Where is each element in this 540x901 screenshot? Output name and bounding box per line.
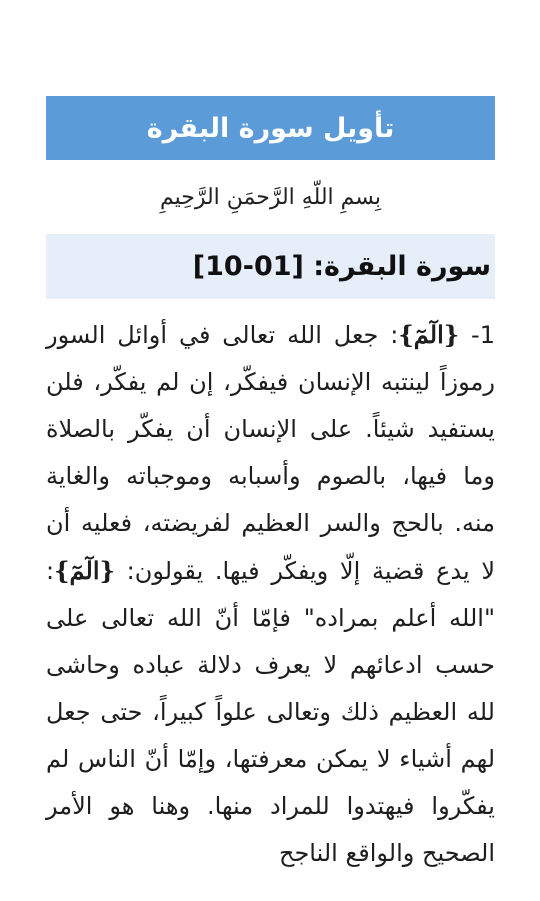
basmala bbox=[46, 160, 495, 234]
document-page bbox=[46, 96, 495, 901]
commentary-paragraph bbox=[46, 311, 495, 877]
verse-reference: {الٓمٓ} bbox=[54, 556, 115, 585]
paragraph-text: : "الله أعلم بمراده" فإمّا أنّ الله تعالى على حسب ادعائهم لا يعرف دلالة عباده وحاشى لله العظيم ذلك وتعالى علواً كبيراً، حتى جعل لهم أشياء لا يمكن معرفتها، وإمّا أنّ الناس لم يفكّروا فيهتدوا للمراد منها. وهنا هو الأمر الصحيح والواقع الناجح bbox=[46, 557, 495, 867]
section-heading bbox=[46, 234, 495, 299]
paragraph-text: : جعل الله تعالى في أوائل السور رموزاً لينتبه الإنسان فيفكّر، إن لم يفكّر، فلن يستفيد شيئاً. على الإنسان أن يفكّر بالصلاة وما فيها، بالصوم وأسبابه وموجباته والغاية منه. بالحج والسر العظيم لفريضته، فعليه أن لا يدع قضية إلّا ويفكّر فيها. يقولون: bbox=[46, 321, 495, 585]
basmala-text: بِسمِ اللّهِ الرَّحمَنِ الرَّحِيمِ bbox=[159, 184, 382, 210]
section-heading-text: سورة البقرة: [01-10] bbox=[192, 251, 491, 282]
paragraph-number: 1- bbox=[459, 321, 496, 349]
verse-reference: {الٓمٓ} bbox=[398, 320, 460, 349]
document-title-bar bbox=[46, 96, 495, 160]
document-title: تأويل سورة البقرة bbox=[146, 112, 395, 144]
